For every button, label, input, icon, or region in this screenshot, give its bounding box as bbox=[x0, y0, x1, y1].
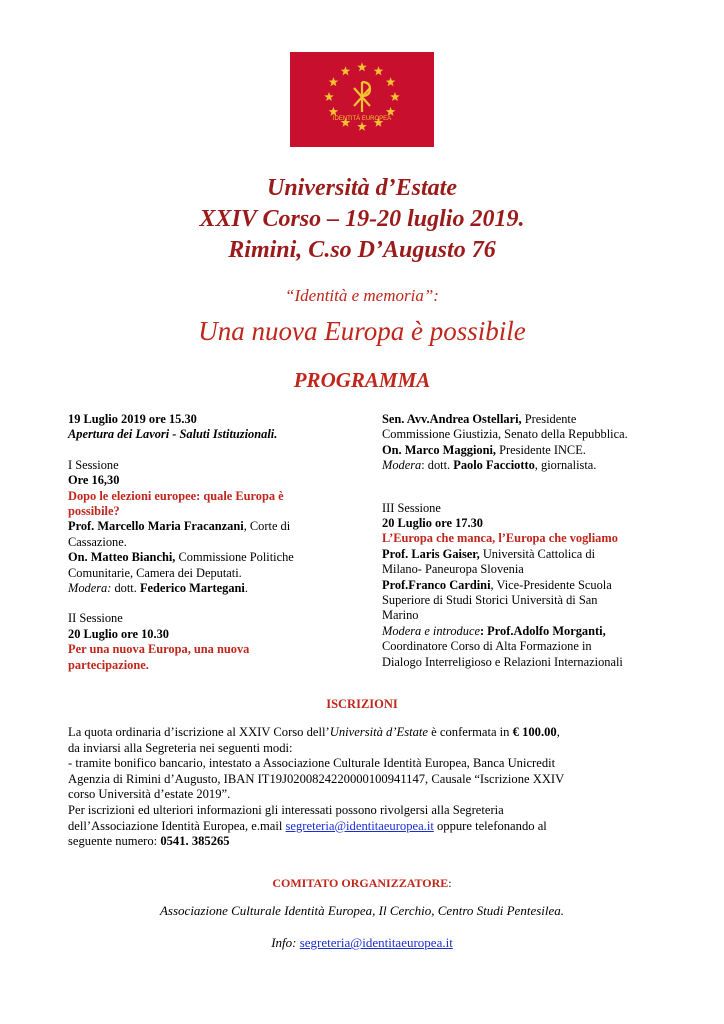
header-line-3: Rimini, C.so D’Augusto 76 bbox=[228, 237, 496, 263]
session-3-speaker-2: Prof.Franco Cardini, Vice-Presidente Scuola bbox=[382, 577, 612, 592]
session-3-moderator-role-a: Coordinatore Corso di Alta Formazione in bbox=[382, 639, 592, 654]
session-1-time: Ore 16,30 bbox=[68, 473, 120, 488]
iscrizioni-p2-line1: - tramite bonifico bancario, intestato a Associazione Culturale Identità Europea, Banca Unicredit bbox=[68, 756, 556, 771]
session-3-speaker-1-role: Milano- Paneuropa Slovenia bbox=[382, 562, 524, 577]
iscrizioni-heading: ISCRIZIONI bbox=[326, 697, 398, 711]
session-3-title: L’Europa che manca, l’Europa che vogliamo bbox=[382, 531, 618, 546]
identita-europea-logo bbox=[290, 52, 434, 147]
iscrizioni-text bbox=[68, 725, 656, 850]
iscrizioni-p1: La quota ordinaria d’iscrizione al XXIV Corso dell’Università d’Estate è confermata in € 100.00, bbox=[68, 725, 560, 739]
session-1-label: I Sessione bbox=[68, 457, 119, 472]
iscrizioni-p3-line3: seguente numero: 0541. 385265 bbox=[68, 834, 230, 849]
subtitle-quote: “Identità e memoria”: bbox=[285, 286, 439, 305]
header-line-2: XXIV Corso – 19-20 luglio 2019. bbox=[199, 206, 525, 232]
session-1-speaker-2: On. Matteo Bianchi, Commissione Politiche bbox=[68, 550, 294, 565]
flag-svg bbox=[290, 52, 434, 147]
session-3-moderator: Modera e introduce: Prof.Adolfo Morganti, bbox=[382, 623, 606, 638]
iscrizioni-p1-line2: da inviarsi alla Segreteria nei seguenti modi: bbox=[68, 740, 293, 755]
info-email-link[interactable]: segreteria@identitaeuropea.it bbox=[299, 935, 453, 950]
comitato-heading: COMITATO ORGANIZZATORE: bbox=[272, 876, 452, 890]
iscrizioni-p2-line2: Agenzia di Rimini d’Augusto, IBAN IT19J0200824220000100941147, Causale “Iscrizione XXIV bbox=[68, 771, 565, 786]
session-1-speaker-1: Prof. Marcello Maria Fracanzani, Corte di bbox=[68, 519, 291, 534]
session-3-label: III Sessione bbox=[382, 500, 441, 515]
segreteria-email-link[interactable]: segreteria@identitaeuropea.it bbox=[285, 818, 434, 833]
phone-number: 0541. 385265 bbox=[160, 834, 230, 849]
session-2-title-b: partecipazione. bbox=[68, 657, 149, 672]
program-right-column bbox=[382, 412, 682, 670]
session-3-speaker-1: Prof. Laris Gaiser, Università Cattolica di bbox=[382, 546, 596, 561]
opening-date: 19 Luglio 2019 ore 15.30 bbox=[68, 412, 197, 426]
programma-heading: PROGRAMMA bbox=[293, 368, 431, 392]
session-2-label: II Sessione bbox=[68, 611, 123, 626]
session-1-speaker-2-role: Comunitarie, Camera dei Deputati. bbox=[68, 565, 242, 580]
session-3-time: 20 Luglio ore 17.30 bbox=[382, 516, 483, 531]
subtitle-main: Una nuova Europa è possibile bbox=[198, 316, 526, 346]
iscrizioni-p3-line2: dell’Associazione Identità Europea, e.mail segreteria@identitaeuropea.it oppure telefonando al bbox=[68, 818, 547, 833]
session-2-title-a: Per una nuova Europa, una nuova bbox=[68, 642, 250, 657]
session-2-moderator: Modera: dott. Paolo Facciotto, giornalista. bbox=[382, 458, 597, 473]
session-1-title-a: Dopo le elezioni europee: quale Europa è bbox=[68, 488, 284, 503]
speaker-maggioni: On. Marco Maggioni, Presidente INCE. bbox=[382, 442, 586, 457]
session-1-speaker-1-role: Cassazione. bbox=[68, 534, 127, 549]
header-line-1: Università d’Estate bbox=[267, 175, 457, 201]
session-3-moderator-role-b: Dialogo Interreligioso e Relazioni Internazionali bbox=[382, 654, 623, 669]
comitato-members: Associazione Culturale Identità Europea, Il Cerchio, Centro Studi Pentesilea. bbox=[159, 903, 565, 918]
session-3-speaker-2-role-c: Marino bbox=[382, 608, 419, 623]
program-left-column bbox=[68, 412, 358, 673]
iscrizioni-p3-line1: Per iscrizioni ed ulteriori informazioni gli interessati possono rivolgersi alla Segreteria bbox=[68, 802, 504, 817]
opening-title: Apertura dei Lavori - Saluti Istituzionali. bbox=[68, 427, 278, 442]
session-1-moderator: Modera: dott. Federico Martegani. bbox=[68, 581, 248, 596]
iscrizioni-p2-line3: corso Università d’estate 2019”. bbox=[68, 787, 231, 802]
info-line: Info: segreteria@identitaeuropea.it bbox=[271, 935, 453, 950]
speaker-ostellari-role: Commissione Giustizia, Senato della Repubblica. bbox=[382, 427, 628, 442]
speaker-ostellari: Sen. Avv.Andrea Ostellari, Presidente bbox=[382, 412, 577, 426]
session-3-speaker-2-role-b: Superiore di Studi Storici Università di San bbox=[382, 593, 598, 608]
session-2-time: 20 Luglio ore 10.30 bbox=[68, 626, 169, 641]
session-1-title-b: possibile? bbox=[68, 504, 120, 519]
logo-text: IDENTITÀ EUROPEA bbox=[332, 116, 392, 122]
